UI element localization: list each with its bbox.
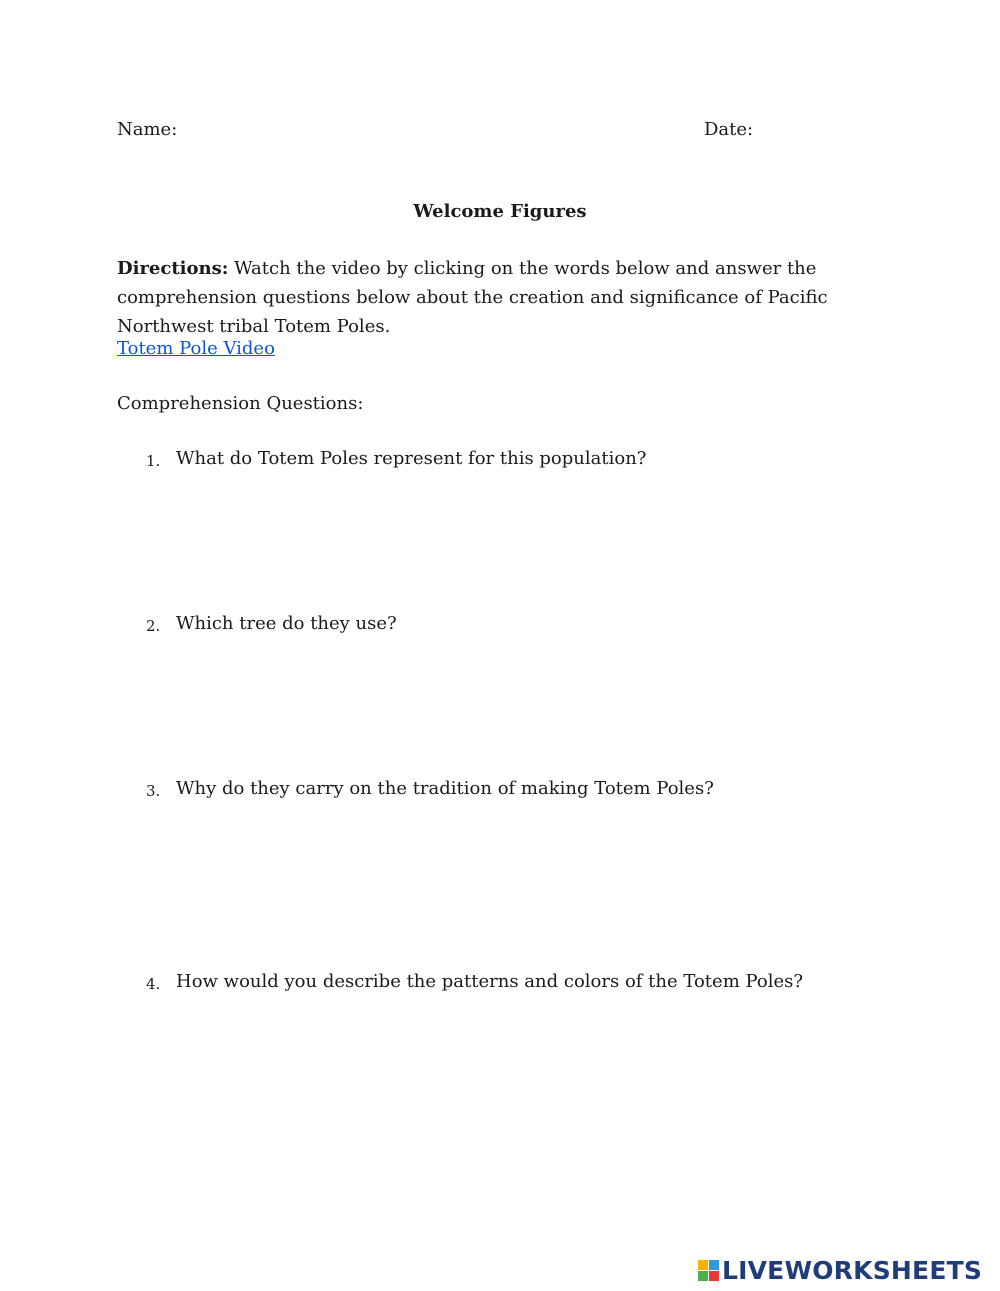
name-label: Name: [117, 119, 178, 140]
liveworksheets-logo-icon [698, 1260, 719, 1281]
question-4-number: 4. [146, 975, 161, 993]
liveworksheets-brand-text: LIVEWORKSHEETS [722, 1255, 983, 1285]
logo-tile [709, 1260, 719, 1270]
question-2-number: 2. [146, 617, 161, 635]
directions-label: Directions: [117, 258, 229, 279]
liveworksheets-watermark [698, 1255, 982, 1285]
comprehension-heading: Comprehension Questions: [117, 393, 364, 414]
question-1-number: 1. [146, 452, 161, 470]
question-4-text: How would you describe the patterns and colors of the Totem Poles? [176, 971, 804, 992]
question-3-text: Why do they carry on the tradition of making Totem Poles? [176, 778, 714, 799]
logo-tile [709, 1271, 719, 1281]
logo-tile [698, 1260, 708, 1270]
directions-paragraph [117, 254, 897, 341]
logo-tile [698, 1271, 708, 1281]
totem-pole-video-link[interactable]: Totem Pole Video [117, 338, 275, 359]
question-3-number: 3. [146, 782, 161, 800]
date-label: Date: [704, 119, 754, 140]
worksheet-title: Welcome Figures [413, 201, 587, 222]
question-1-text: What do Totem Poles represent for this population? [176, 448, 647, 469]
directions-text: Watch the video by clicking on the words below and answer the comprehension questions below about the creation and significance of Pacific Northwest tribal Totem Poles. [117, 258, 828, 337]
question-2-text: Which tree do they use? [176, 613, 397, 634]
